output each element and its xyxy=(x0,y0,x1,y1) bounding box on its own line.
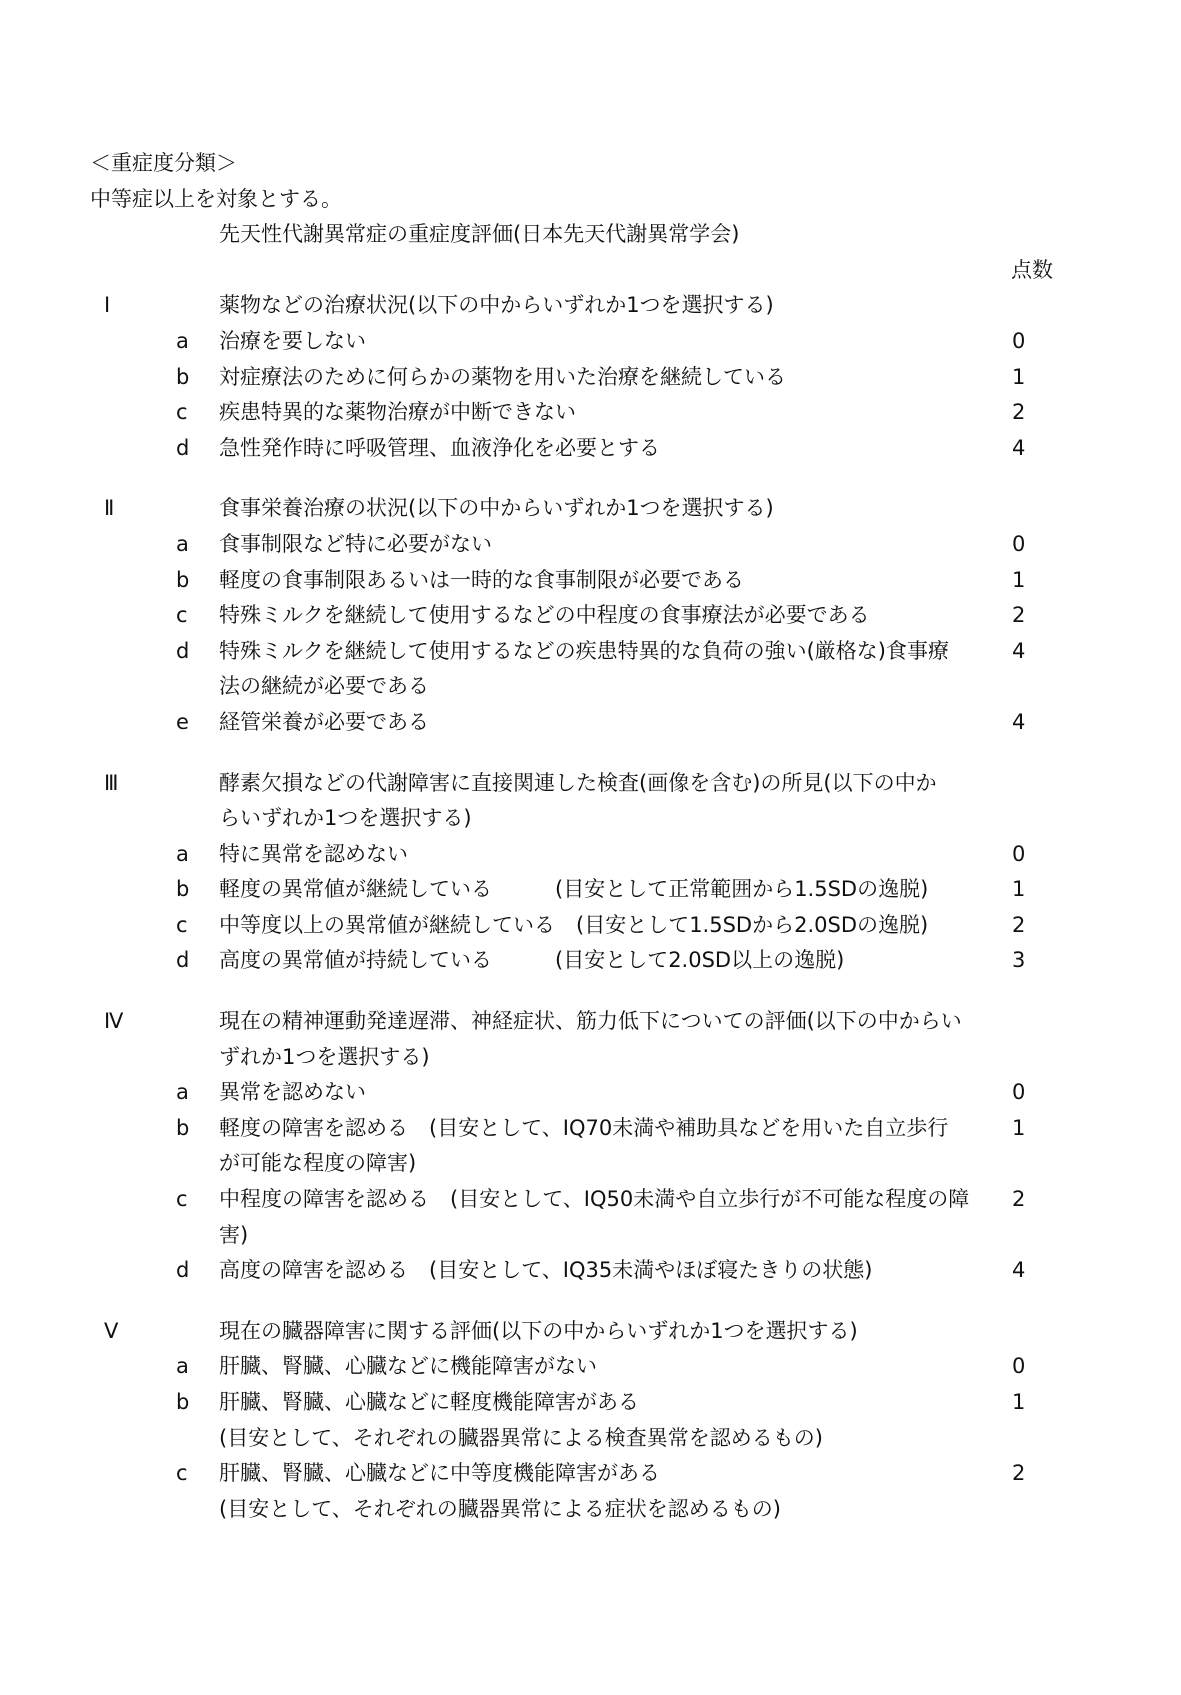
section-numeral: Ⅲ xyxy=(104,770,119,795)
section-header-row xyxy=(0,491,1181,527)
item-letter: a xyxy=(176,841,189,866)
section-title-line: 食事栄養治療の状況(以下の中からいずれか1つを選択する) xyxy=(219,496,774,521)
item-text-line: 食事制限など特に必要がない xyxy=(219,531,492,556)
item-score: 3 xyxy=(1012,948,1026,973)
criterion-item-row xyxy=(0,1492,1181,1528)
criterion-item-row xyxy=(0,705,1181,741)
criterion-section xyxy=(0,288,1181,466)
item-score: 0 xyxy=(1012,1080,1026,1105)
item-text-line: 中等度以上の異常値が継続している (目安として1.5SDから2.0SDの逸脱) xyxy=(219,912,929,937)
item-score: 4 xyxy=(1012,435,1026,460)
item-letter: d xyxy=(176,638,190,663)
criterion-item-row xyxy=(0,669,1181,705)
item-text-line: 肝臓、腎臓、心臓などに中等度機能障害がある xyxy=(219,1461,660,1486)
criterion-section xyxy=(0,491,1181,740)
item-text-line: 特に異常を認めない xyxy=(219,841,408,866)
item-letter: b xyxy=(176,567,190,592)
section-title-line: 現在の臓器障害に関する評価(以下の中からいずれか1つを選択する) xyxy=(219,1318,858,1343)
section-title-line: 薬物などの治療状況(以下の中からいずれか1つを選択する) xyxy=(219,293,774,318)
item-score: 1 xyxy=(1012,1390,1026,1414)
classification-heading: ＜重症度分類＞ xyxy=(90,151,237,175)
table-title: 先天性代謝異常症の重症度評価(日本先天代謝異常学会) xyxy=(219,222,740,247)
item-score: 2 xyxy=(1012,603,1026,628)
criterion-item-row xyxy=(0,1253,1181,1289)
criterion-item-row xyxy=(0,908,1181,944)
section-numeral: Ⅳ xyxy=(104,1009,124,1034)
item-text-line: (目安として、それぞれの臓器異常による症状を認めるもの) xyxy=(219,1496,781,1521)
section-header-row xyxy=(0,288,1181,324)
item-text-line: 急性発作時に呼吸管理、血液浄化を必要とする xyxy=(219,435,660,460)
item-letter: a xyxy=(176,1080,189,1105)
item-score: 0 xyxy=(1012,328,1026,353)
criterion-item-row xyxy=(0,431,1181,467)
item-letter: a xyxy=(176,328,189,353)
criterion-item-row xyxy=(0,1421,1181,1457)
item-score: 4 xyxy=(1012,1258,1026,1283)
item-letter: b xyxy=(176,877,190,902)
criterion-item-row xyxy=(0,324,1181,360)
section-header-row xyxy=(0,766,1181,802)
item-letter: a xyxy=(176,531,189,556)
section-numeral: Ⅱ xyxy=(104,496,115,521)
item-text-line: 軽度の障害を認める (目安として、IQ70未満や補助具などを用いた自立歩行 xyxy=(219,1115,949,1140)
section-header-row xyxy=(0,1314,1181,1350)
item-letter: b xyxy=(176,1115,190,1140)
criterion-item-row xyxy=(0,1182,1181,1218)
item-letter: e xyxy=(176,709,189,734)
criterion-section xyxy=(0,1314,1181,1528)
item-text-line: 軽度の異常値が継続している (目安として正常範囲から1.5SDの逸脱) xyxy=(219,877,929,902)
item-text-line: 特殊ミルクを継続して使用するなどの疾患特異的な負荷の強い(厳格な)食事療 xyxy=(219,638,949,663)
section-header-row xyxy=(0,1040,1181,1076)
scope-note: 中等症以上を対象とする。 xyxy=(90,186,342,211)
item-score: 1 xyxy=(1012,877,1026,902)
section-header-row xyxy=(0,1004,1181,1040)
criterion-item-row xyxy=(0,360,1181,396)
item-letter: c xyxy=(176,603,188,628)
item-text-line: 経管栄養が必要である xyxy=(219,709,429,734)
section-title-line: 現在の精神運動発達遅滞、神経症状、筋力低下についての評価(以下の中からい xyxy=(219,1009,962,1034)
item-text-line: 軽度の食事制限あるいは一時的な食事制限が必要である xyxy=(219,567,744,592)
criterion-item-row xyxy=(0,1218,1181,1254)
section-header-row xyxy=(0,801,1181,837)
item-text-line: 肝臓、腎臓、心臓などに軽度機能障害がある xyxy=(219,1390,639,1414)
item-text-line: 異常を認めない xyxy=(219,1080,366,1105)
criterion-section xyxy=(0,766,1181,980)
score-header-row xyxy=(0,253,1181,289)
item-letter: d xyxy=(176,1258,190,1283)
criterion-section xyxy=(0,1004,1181,1289)
item-score: 2 xyxy=(1012,912,1026,937)
item-score: 4 xyxy=(1012,709,1026,734)
criterion-item-row xyxy=(0,872,1181,908)
item-text-line: 対症療法のために何らかの薬物を用いた治療を継続している xyxy=(219,364,786,389)
item-text-line: 特殊ミルクを継続して使用するなどの中程度の食事療法が必要である xyxy=(219,603,870,628)
subheading-row xyxy=(0,182,1181,218)
criterion-item-row xyxy=(0,1385,1181,1421)
item-text-line: 高度の障害を認める (目安として、IQ35未満やほぼ寝たきりの状態) xyxy=(219,1258,873,1283)
item-score: 0 xyxy=(1012,531,1026,556)
item-letter: d xyxy=(176,435,190,460)
title-row xyxy=(0,217,1181,253)
item-letter: b xyxy=(176,364,190,389)
item-letter: b xyxy=(176,1390,190,1414)
item-letter: d xyxy=(176,948,190,973)
item-text-line: (目安として、それぞれの臓器異常による検査異常を認めるもの) xyxy=(219,1425,823,1450)
item-text-line: 疾患特異的な薬物治療が中断できない xyxy=(219,400,576,425)
criterion-item-row xyxy=(0,563,1181,599)
item-score: 0 xyxy=(1012,841,1026,866)
score-column-header: 点数 xyxy=(1011,257,1053,282)
item-letter: c xyxy=(176,1187,188,1212)
criterion-item-row xyxy=(0,1146,1181,1182)
section-title-line: ずれか1つを選択する) xyxy=(219,1044,430,1069)
section-title-line: らいずれか1つを選択する) xyxy=(219,806,472,831)
sections xyxy=(0,288,1181,1527)
item-letter: c xyxy=(176,400,188,425)
criterion-item-row xyxy=(0,1111,1181,1147)
item-score: 2 xyxy=(1012,1461,1026,1486)
item-score: 4 xyxy=(1012,638,1026,663)
criterion-item-row xyxy=(0,837,1181,873)
item-text-line: 高度の異常値が持続している (目安として2.0SD以上の逸脱) xyxy=(219,948,845,973)
item-text-line: 法の継続が必要である xyxy=(219,674,429,699)
criterion-item-row xyxy=(0,634,1181,670)
criterion-item-row xyxy=(0,598,1181,634)
criterion-item-row xyxy=(0,527,1181,563)
section-title-line: 酵素欠損などの代謝障害に直接関連した検査(画像を含む)の所見(以下の中か xyxy=(219,770,937,795)
item-letter: c xyxy=(176,1461,188,1486)
item-text-line: 害) xyxy=(219,1222,249,1247)
section-numeral: Ⅰ xyxy=(104,293,111,318)
document xyxy=(0,146,1181,1527)
item-score: 2 xyxy=(1012,400,1026,425)
item-text-line: 中程度の障害を認める (目安として、IQ50未満や自立歩行が不可能な程度の障 xyxy=(219,1187,970,1212)
item-letter: a xyxy=(176,1354,189,1379)
item-score: 0 xyxy=(1012,1354,1026,1379)
item-score: 2 xyxy=(1012,1187,1026,1212)
section-numeral: Ⅴ xyxy=(104,1318,119,1343)
heading-row xyxy=(0,146,1181,182)
criterion-item-row xyxy=(0,1075,1181,1111)
item-letter: c xyxy=(176,912,188,937)
item-score: 1 xyxy=(1012,567,1026,592)
item-score: 1 xyxy=(1012,364,1026,389)
criterion-item-row xyxy=(0,1456,1181,1492)
item-text-line: 肝臓、腎臓、心臓などに機能障害がない xyxy=(219,1354,597,1379)
criterion-item-row xyxy=(0,943,1181,979)
item-text-line: 治療を要しない xyxy=(219,328,366,353)
item-text-line: が可能な程度の障害) xyxy=(219,1151,417,1176)
item-score: 1 xyxy=(1012,1115,1026,1140)
criterion-item-row xyxy=(0,395,1181,431)
criterion-item-row xyxy=(0,1349,1181,1385)
